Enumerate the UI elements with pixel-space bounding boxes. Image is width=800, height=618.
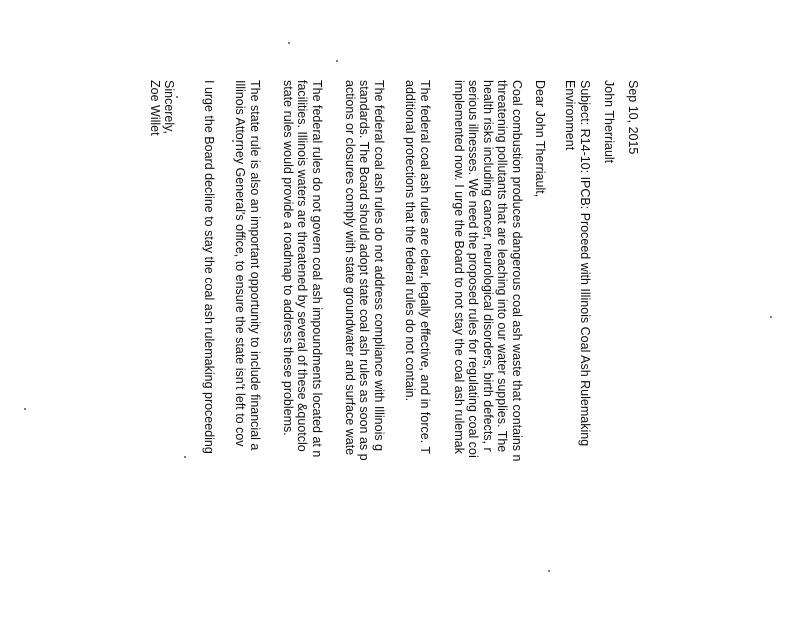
paragraph-line: state rules would provide a roadmap to address these problems.: [281, 80, 295, 436]
paragraph-line: The state rule is also an important opportunity to include financial a: [248, 80, 262, 451]
paragraph-line: threatening pollutants that are leaching into our water supplies. The: [495, 80, 510, 453]
paragraph-line: The federal coal ash rules do not address compliance with Illinois g: [372, 80, 386, 452]
paragraph-line: facilities. Illinois waters are threatened by several of these &quotclo: [295, 80, 310, 452]
scan-speck: [288, 42, 290, 44]
scan-speck: [232, 140, 234, 142]
paragraph-line: actions or closures comply with state groundwater and surface wate: [343, 80, 357, 456]
scan-speck: [548, 570, 550, 572]
paragraph-line: The federal coal ash rules are clear, legally effective, and in force. T: [418, 80, 432, 455]
paragraph-2: [403, 80, 432, 618]
paragraph-line: Illinois Attorney General's office, to ensure the state isn't left to cov: [233, 80, 248, 447]
paragraph-line: health risks including cancer, neurological disorders, birth defects, r: [481, 80, 495, 452]
paragraph-3: [343, 80, 387, 618]
scan-speck: [24, 408, 26, 410]
paragraph-line: The federal rules do not govern coal ash impoundments located at n: [310, 80, 324, 458]
letter-date: Sep 10, 2015: [626, 80, 640, 155]
subject-line-2: Environment: [563, 80, 578, 151]
letter-signer: Zoe Willet: [148, 80, 162, 136]
scan-speck: [176, 96, 178, 98]
scan-speck: [184, 456, 186, 458]
paragraph-line: standards. The Board should adopt state coal ash rules as soon as p: [357, 80, 372, 461]
letter-closing: Sincerely,: [162, 80, 176, 134]
letter-salutation: Dear John Therriault,: [533, 80, 547, 198]
paragraph-line: I urge the Board decline to stay the coal ash rulemaking proceeding: [202, 80, 216, 454]
letter-subject: [563, 80, 592, 618]
paragraph-line: serious illnesses. We need the proposed rules for regulating coal coi: [466, 80, 481, 458]
paragraph-6: [202, 80, 217, 618]
paragraph-4: [281, 80, 325, 618]
scan-speck: [336, 60, 338, 62]
letter-recipient: John Therriault: [602, 80, 616, 164]
scan-speck: [770, 316, 772, 318]
paragraph-5: [233, 80, 262, 618]
subject-line-1: Subject: R14-10: IPCB: Proceed with Illinois Coal Ash Rulemaking: [578, 80, 592, 447]
paragraph-line: Coal combustion produces dangerous coal ash waste that contains n: [510, 80, 524, 462]
paragraph-1: [452, 80, 525, 618]
paragraph-line: implemented now. I urge the Board to not stay the coal ash rulemak: [452, 80, 466, 454]
paragraph-line: additional protections that the federal rules do not contain.: [403, 80, 418, 402]
